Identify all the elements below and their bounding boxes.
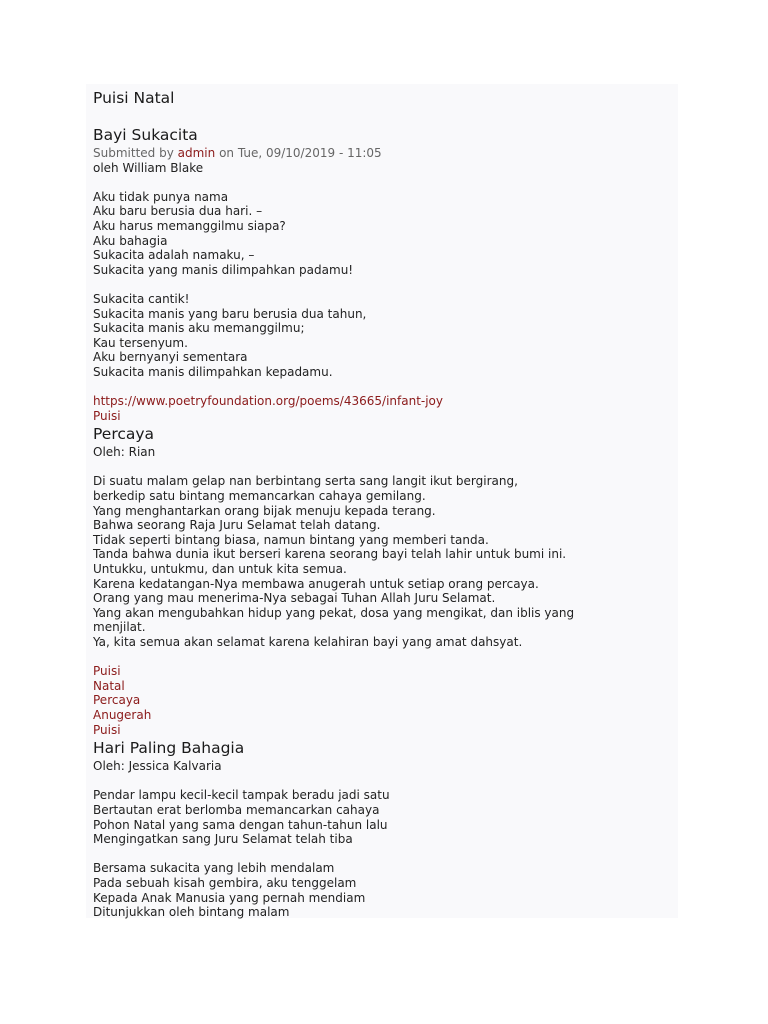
poem-line: Bersama sukacita yang lebih mendalam: [93, 861, 335, 876]
poem-stanza: [93, 861, 673, 919]
article-hari-paling-bahagia: [93, 737, 673, 920]
poem-line: Pohon Natal yang sama dengan tahun-tahun lalu: [93, 817, 388, 832]
submitted-date: on Tue, 09/10/2019 - 11:05: [219, 146, 382, 160]
submitted-prefix: Submitted by: [93, 146, 174, 160]
tag-link[interactable]: Puisi: [93, 722, 121, 737]
tag-link[interactable]: Puisi: [93, 408, 121, 423]
poem-line: Ditunjukkan oleh bintang malam: [93, 905, 290, 920]
article-percaya: [93, 423, 673, 737]
poem-author: Oleh: Jessica Kalvaria: [93, 759, 222, 774]
poem-line: Pada sebuah kisah gembira, aku tenggelam: [93, 875, 357, 890]
poem-line: berkedip satu bintang memancarkan cahaya gemilang.: [93, 489, 426, 504]
poem-line: Yang akan mengubahkan hidup yang pekat, dosa yang mengikat, dan iblis yang: [93, 605, 575, 620]
poem-line: Sukacita manis dilimpahkan kepadamu.: [93, 364, 333, 379]
poem-author: oleh William Blake: [93, 160, 204, 175]
poem-line: Sukacita manis aku memanggilmu;: [93, 321, 305, 336]
poem-line: Kau tersenyum.: [93, 335, 188, 350]
poem-line: Mengingatkan sang Juru Selamat telah tiba: [93, 832, 353, 847]
author-link[interactable]: admin: [177, 146, 216, 160]
poem-line: Aku bahagia: [93, 233, 168, 248]
poem-line: Aku tidak punya nama: [93, 189, 229, 204]
poem-line: Tidak seperti bintang biasa, namun bintang yang memberi tanda.: [93, 532, 489, 547]
poem-line: Di suatu malam gelap nan berbintang serta sang langit ikut bergirang,: [93, 474, 518, 489]
poem-line: Aku harus memanggilmu siapa?: [93, 218, 286, 233]
poem-stanza: [93, 788, 673, 846]
poem-line: Pendar lampu kecil-kecil tampak beradu jadi satu: [93, 788, 390, 803]
poem-line: Ya, kita semua akan selamat karena kelahiran bayi yang amat dahsyat.: [93, 635, 523, 649]
poem-line: menjilat.: [93, 620, 146, 635]
poem-line: Bertautan erat berlomba memancarkan cahaya: [93, 802, 380, 817]
tag-link[interactable]: Puisi: [93, 664, 121, 679]
tag-link[interactable]: Percaya: [93, 693, 141, 708]
article-title[interactable]: Percaya: [93, 425, 155, 444]
poem-stanza: [93, 292, 673, 380]
article-bayi-sukacita: [93, 124, 673, 423]
source-link[interactable]: https://www.poetryfoundation.org/poems/43665/infant-joy: [93, 394, 444, 409]
tag-link[interactable]: Natal: [93, 678, 125, 693]
poem-line: Bahwa seorang Raja Juru Selamat telah datang.: [93, 518, 381, 533]
article-title[interactable]: Bayi Sukacita: [93, 126, 198, 144]
poem-line: Karena kedatangan-Nya membawa anugerah untuk setiap orang percaya.: [93, 576, 539, 591]
poem-author: Oleh: Rian: [93, 445, 156, 460]
article-title[interactable]: Hari Paling Bahagia: [93, 739, 245, 758]
poem-line: Kepada Anak Manusia yang pernah mendiam: [93, 890, 366, 905]
page-title: Puisi Natal: [93, 89, 175, 107]
poem-line: Sukacita yang manis dilimpahkan padamu!: [93, 262, 354, 277]
poem-line: Sukacita manis yang baru berusia dua tahun,: [93, 306, 367, 321]
poem-line: Tanda bahwa dunia ikut berseri karena seorang bayi telah lahir untuk bumi ini.: [93, 547, 567, 562]
submitted-info: [93, 146, 673, 161]
article-list: [93, 86, 673, 920]
poem-line: Untukku, untukmu, dan untuk kita semua.: [93, 562, 347, 577]
poem-line: Sukacita cantik!: [93, 291, 190, 306]
poem-line: Yang menghantarkan orang bijak menuju kepada terang.: [93, 503, 436, 518]
poem-line: Sukacita adalah namaku, –: [93, 248, 255, 263]
tag-list: [93, 664, 673, 737]
poem-line: Orang yang mau menerima-Nya sebagai Tuhan Allah Juru Selamat.: [93, 591, 496, 606]
tag-link[interactable]: Anugerah: [93, 707, 152, 722]
poem-stanza: [93, 190, 673, 278]
poem-line: Aku baru berusia dua hari. –: [93, 204, 263, 219]
poem-body: [93, 474, 673, 649]
poem-line: Aku bernyanyi sementara: [93, 350, 248, 365]
